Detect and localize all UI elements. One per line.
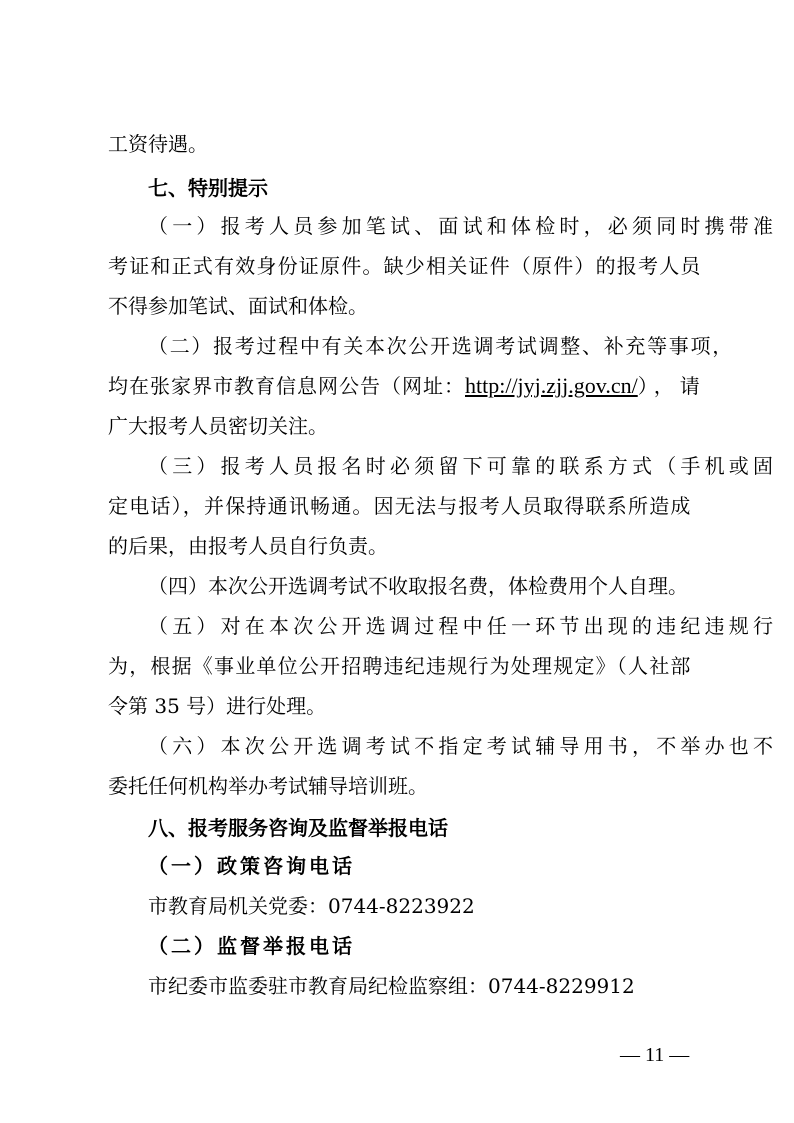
paragraph-line-with-url [108, 372, 706, 400]
paragraph-line: 广大报考人员密切关注。 [108, 414, 328, 438]
paragraph-line: 定电话），并保持通讯畅通。因无法与报考人员取得联系所造成 [108, 494, 692, 518]
section-heading-8: 八、报考服务咨询及监督举报电话 [148, 816, 448, 840]
paragraph-line: 不得参加笔试、面试和体检。 [108, 294, 368, 318]
paragraph-line: （六）本次公开选调考试不指定考试辅导用书，不举办也不 [148, 734, 778, 758]
paragraph-line: （二）报考过程中有关本次公开选调考试调整、补充等事项， [148, 334, 734, 358]
paragraph-line: （三）报考人员报名时必须留下可靠的联系方式（手机或固 [148, 454, 778, 478]
paragraph-line: 令第 35 号）进行处理。 [108, 694, 327, 718]
paragraph-text: 均在张家界市教育信息网公告（网址： [108, 374, 465, 398]
paragraph-line: 的后果，由报考人员自行负责。 [108, 534, 388, 558]
paragraph-line: （一）报考人员参加笔试、面试和体检时，必须同时携带准 [148, 214, 778, 238]
subheading-policy-phone: （一）政策咨询电话 [148, 854, 355, 878]
paragraph-line: 为，根据《事业单位公开招聘违纪违规行为处理规定》（人社部 [108, 654, 692, 678]
section-heading-7: 七、特别提示 [148, 176, 268, 200]
subheading-report-phone: （二）监督举报电话 [148, 934, 355, 958]
paragraph-line: （四）本次公开选调考试不收取报名费，体检费用个人自理。 [148, 574, 688, 598]
paragraph-line: 委托任何机构举办考试辅导培训班。 [108, 774, 428, 798]
page-number: — 11 — [620, 1044, 690, 1066]
contact-line-policy: 市教育局机关党委：0744-8223922 [148, 894, 475, 918]
paragraph-text: ），请 [637, 374, 706, 398]
contact-line-report: 市纪委市监委驻市教育局纪检监察组：0744-8229912 [148, 974, 635, 998]
paragraph-line: 工资待遇。 [108, 132, 208, 156]
website-link[interactable]: http://jyj.zjj.gov.cn/ [465, 373, 638, 398]
paragraph-line: 考证和正式有效身份证原件。缺少相关证件（原件）的报考人员 [108, 254, 702, 278]
paragraph-line: （五）对在本次公开选调过程中任一环节出现的违纪违规行 [148, 614, 778, 638]
